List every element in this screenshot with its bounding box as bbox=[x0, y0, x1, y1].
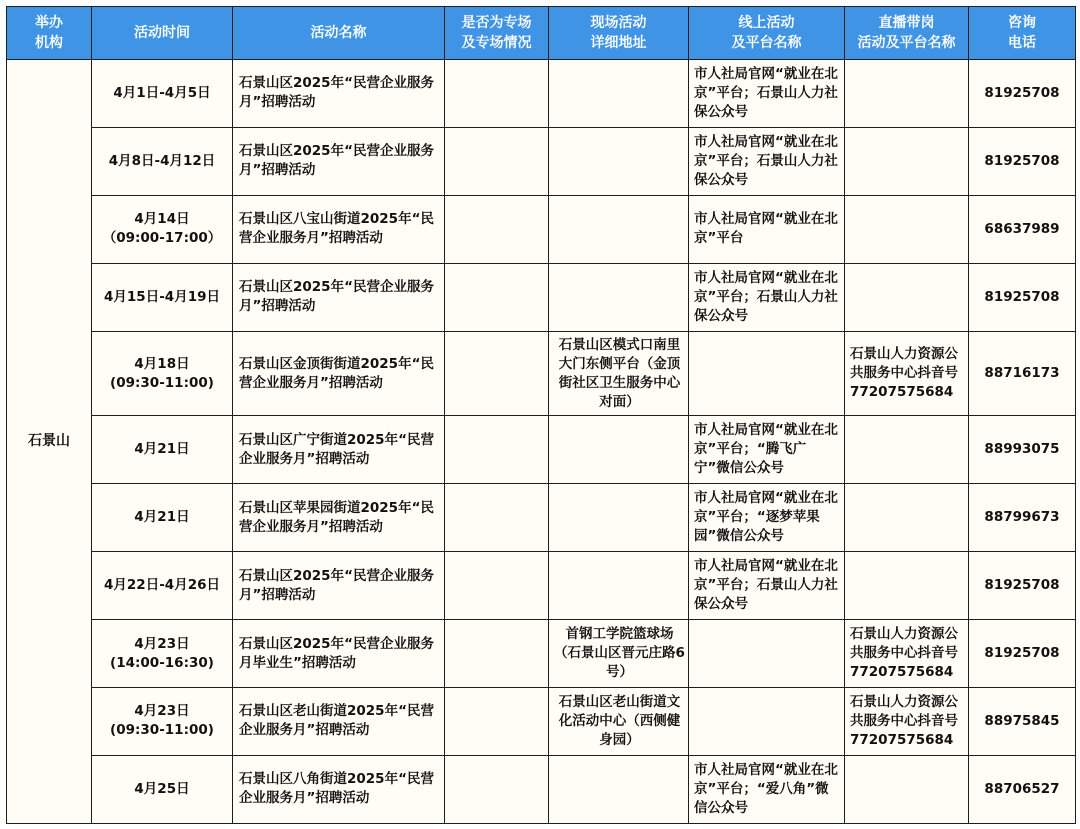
table-row bbox=[7, 263, 1076, 331]
cell-address bbox=[549, 60, 689, 128]
table-row bbox=[7, 552, 1076, 620]
cell-phone: 81925708 bbox=[969, 60, 1076, 128]
cell-online: 市人社局官网“就业在北京”平台；“腾飞广宁”微信公众号 bbox=[689, 416, 845, 484]
cell-name: 石景山区八宝山街道2025年“民营企业服务月”招聘活动 bbox=[233, 195, 445, 263]
cell-special bbox=[445, 484, 549, 552]
table-row bbox=[7, 60, 1076, 128]
table-row bbox=[7, 755, 1076, 823]
cell-time: 4月22日-4月26日 bbox=[92, 552, 233, 620]
cell-special bbox=[445, 620, 549, 688]
table-row bbox=[7, 195, 1076, 263]
schedule-table bbox=[6, 6, 1076, 824]
cell-time: 4月23日 (14:00-16:30) bbox=[92, 620, 233, 688]
cell-address bbox=[549, 416, 689, 484]
cell-time: 4月8日-4月12日 bbox=[92, 127, 233, 195]
header-live: 直播带岗 活动及平台名称 bbox=[845, 7, 969, 60]
cell-address bbox=[549, 127, 689, 195]
cell-live: 石景山人力资源公共服务中心抖音号77207575684 bbox=[845, 688, 969, 756]
cell-phone: 88706527 bbox=[969, 755, 1076, 823]
cell-time: 4月1日-4月5日 bbox=[92, 60, 233, 128]
table-row bbox=[7, 620, 1076, 688]
cell-address bbox=[549, 484, 689, 552]
cell-name: 石景山区广宁街道2025年“民营企业服务月”招聘活动 bbox=[233, 416, 445, 484]
cell-phone: 81925708 bbox=[969, 620, 1076, 688]
cell-name: 石景山区2025年“民营企业服务月”招聘活动 bbox=[233, 60, 445, 128]
cell-special bbox=[445, 552, 549, 620]
cell-address bbox=[549, 755, 689, 823]
cell-online bbox=[689, 331, 845, 415]
table-body bbox=[7, 60, 1076, 824]
cell-live bbox=[845, 195, 969, 263]
cell-live bbox=[845, 263, 969, 331]
table-row bbox=[7, 416, 1076, 484]
cell-live: 石景山人力资源公共服务中心抖音号77207575684 bbox=[845, 331, 969, 415]
cell-special bbox=[445, 127, 549, 195]
cell-time: 4月21日 bbox=[92, 416, 233, 484]
cell-phone: 88975845 bbox=[969, 688, 1076, 756]
header-row bbox=[7, 7, 1076, 60]
cell-online: 市人社局官网“就业在北京”平台；石景山人力社保公众号 bbox=[689, 60, 845, 128]
cell-name: 石景山区金顶街街道2025年“民营企业服务月”招聘活动 bbox=[233, 331, 445, 415]
cell-address bbox=[549, 263, 689, 331]
cell-time: 4月21日 bbox=[92, 484, 233, 552]
cell-address: 石景山区老山街道文化活动中心（西侧健身园） bbox=[549, 688, 689, 756]
cell-name: 石景山区2025年“民营企业服务月”招聘活动 bbox=[233, 552, 445, 620]
cell-time: 4月25日 bbox=[92, 755, 233, 823]
cell-time: 4月18日 (09:30-11:00) bbox=[92, 331, 233, 415]
cell-address: 石景山区模式口南里大门东侧平台（金顶街社区卫生服务中心对面） bbox=[549, 331, 689, 415]
cell-name: 石景山区八角街道2025年“民营企业服务月”招聘活动 bbox=[233, 755, 445, 823]
cell-address bbox=[549, 552, 689, 620]
cell-live: 石景山人力资源公共服务中心抖音号77207575684 bbox=[845, 620, 969, 688]
cell-live bbox=[845, 484, 969, 552]
cell-online: 市人社局官网“就业在北京”平台；石景山人力社保公众号 bbox=[689, 263, 845, 331]
cell-online: 市人社局官网“就业在北京”平台；“逐梦苹果园”微信公众号 bbox=[689, 484, 845, 552]
cell-name: 石景山区苹果园街道2025年“民营企业服务月”招聘活动 bbox=[233, 484, 445, 552]
header-online: 线上活动 及平台名称 bbox=[689, 7, 845, 60]
cell-special bbox=[445, 60, 549, 128]
header-time: 活动时间 bbox=[92, 7, 233, 60]
cell-phone: 81925708 bbox=[969, 263, 1076, 331]
cell-online bbox=[689, 620, 845, 688]
cell-live bbox=[845, 60, 969, 128]
cell-online: 市人社局官网“就业在北京”平台；石景山人力社保公众号 bbox=[689, 552, 845, 620]
cell-name: 石景山区2025年“民营企业服务月”招聘活动 bbox=[233, 127, 445, 195]
header-special: 是否为专场 及专场情况 bbox=[445, 7, 549, 60]
schedule-table-container bbox=[6, 6, 1075, 824]
cell-phone: 88799673 bbox=[969, 484, 1076, 552]
table-row bbox=[7, 331, 1076, 415]
cell-special bbox=[445, 416, 549, 484]
cell-live bbox=[845, 416, 969, 484]
table-row bbox=[7, 127, 1076, 195]
cell-phone: 88993075 bbox=[969, 416, 1076, 484]
cell-name: 石景山区2025年“民营企业服务月”招聘活动 bbox=[233, 263, 445, 331]
cell-special bbox=[445, 263, 549, 331]
table-row bbox=[7, 484, 1076, 552]
cell-special bbox=[445, 688, 549, 756]
header-name: 活动名称 bbox=[233, 7, 445, 60]
cell-time: 4月15日-4月19日 bbox=[92, 263, 233, 331]
cell-address bbox=[549, 195, 689, 263]
cell-special bbox=[445, 331, 549, 415]
cell-live bbox=[845, 127, 969, 195]
cell-name: 石景山区2025年“民营企业服务月毕业生”招聘活动 bbox=[233, 620, 445, 688]
cell-phone: 81925708 bbox=[969, 127, 1076, 195]
cell-address: 首钢工学院篮球场（石景山区晋元庄路6号） bbox=[549, 620, 689, 688]
cell-special bbox=[445, 755, 549, 823]
table-row bbox=[7, 688, 1076, 756]
cell-online: 市人社局官网“就业在北京”平台 bbox=[689, 195, 845, 263]
cell-time: 4月23日 (09:30-11:00) bbox=[92, 688, 233, 756]
header-address: 现场活动 详细地址 bbox=[549, 7, 689, 60]
cell-name: 石景山区老山街道2025年“民营企业服务月”招聘活动 bbox=[233, 688, 445, 756]
cell-special bbox=[445, 195, 549, 263]
cell-online: 市人社局官网“就业在北京”平台；“爱八角”微信公众号 bbox=[689, 755, 845, 823]
cell-phone: 68637989 bbox=[969, 195, 1076, 263]
cell-org: 石景山 bbox=[7, 60, 92, 824]
header-org: 举办 机构 bbox=[7, 7, 92, 60]
cell-live bbox=[845, 552, 969, 620]
cell-online bbox=[689, 688, 845, 756]
cell-online: 市人社局官网“就业在北京”平台；石景山人力社保公众号 bbox=[689, 127, 845, 195]
cell-phone: 81925708 bbox=[969, 552, 1076, 620]
cell-phone: 88716173 bbox=[969, 331, 1076, 415]
cell-time: 4月14日 （09:00-17:00） bbox=[92, 195, 233, 263]
cell-live bbox=[845, 755, 969, 823]
header-phone: 咨询 电话 bbox=[969, 7, 1076, 60]
